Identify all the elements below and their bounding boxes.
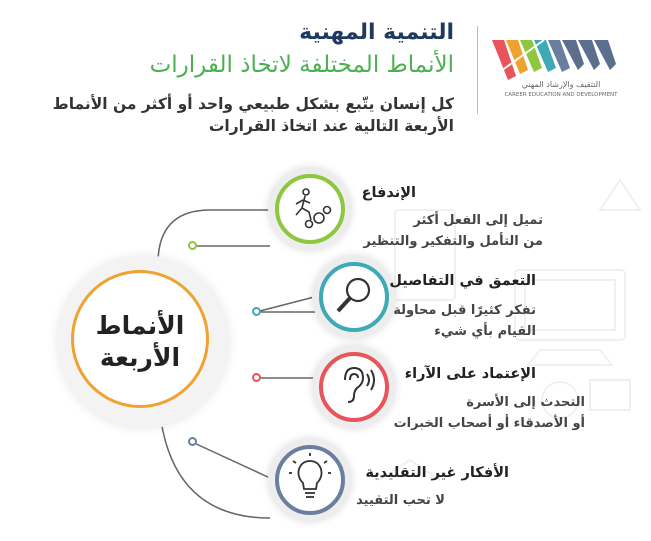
item-ideas-title: الأفكار غير التقليدية bbox=[365, 465, 509, 481]
item-opinions-title: الإعتماد على الآراء bbox=[404, 366, 536, 382]
connector-dot bbox=[252, 373, 261, 382]
logo-english-text: CAREER EDUCATION AND DEVELOPMENT bbox=[504, 92, 618, 98]
hub-label: الأنماط الأربعة bbox=[95, 311, 185, 372]
item-impulse-ring bbox=[275, 174, 345, 244]
running-person-gears-icon bbox=[279, 178, 341, 240]
page-subtitle: الأنماط المختلفة لاتخاذ القرارات bbox=[149, 52, 454, 78]
item-opinions-description: التحدث إلى الأسرة أو الأصدقاء أو أصحاب الخبرات bbox=[393, 395, 585, 431]
item-details-title: التعمق في التفاصيل bbox=[389, 273, 536, 289]
logo-arabic-text: التثقيف والإرشاد المهني bbox=[521, 80, 601, 89]
item-details-description: تفكر كثيرًا قبل محاولة القيام بأي شيء bbox=[393, 303, 536, 339]
ear-icon bbox=[323, 356, 385, 418]
magnifier-icon bbox=[323, 266, 385, 328]
connector-dot bbox=[252, 307, 261, 316]
item-opinions-ring bbox=[319, 352, 389, 422]
item-impulse-description: تميل إلى الفعل أكثر من التأمل والتفكير والتنظير bbox=[363, 213, 543, 249]
item-impulse-title: الإندفاع bbox=[361, 185, 416, 201]
item-ideas-ring bbox=[275, 445, 345, 515]
connector-dot bbox=[188, 241, 197, 250]
header-divider bbox=[477, 26, 478, 114]
item-ideas-description: لا تحب التقييد bbox=[356, 493, 445, 508]
brand-logo-icon bbox=[484, 18, 634, 128]
intro-text: كل إنسان يتّبع بشكل طبيعي واحد أو أكثر من الأنماط الأربعة التالية عند اتخاذ القرارات bbox=[52, 95, 454, 135]
lightbulb-icon bbox=[279, 449, 341, 511]
connector-dot bbox=[188, 437, 197, 446]
item-details-ring bbox=[319, 262, 389, 332]
page-title: التنمية المهنية bbox=[299, 20, 454, 45]
